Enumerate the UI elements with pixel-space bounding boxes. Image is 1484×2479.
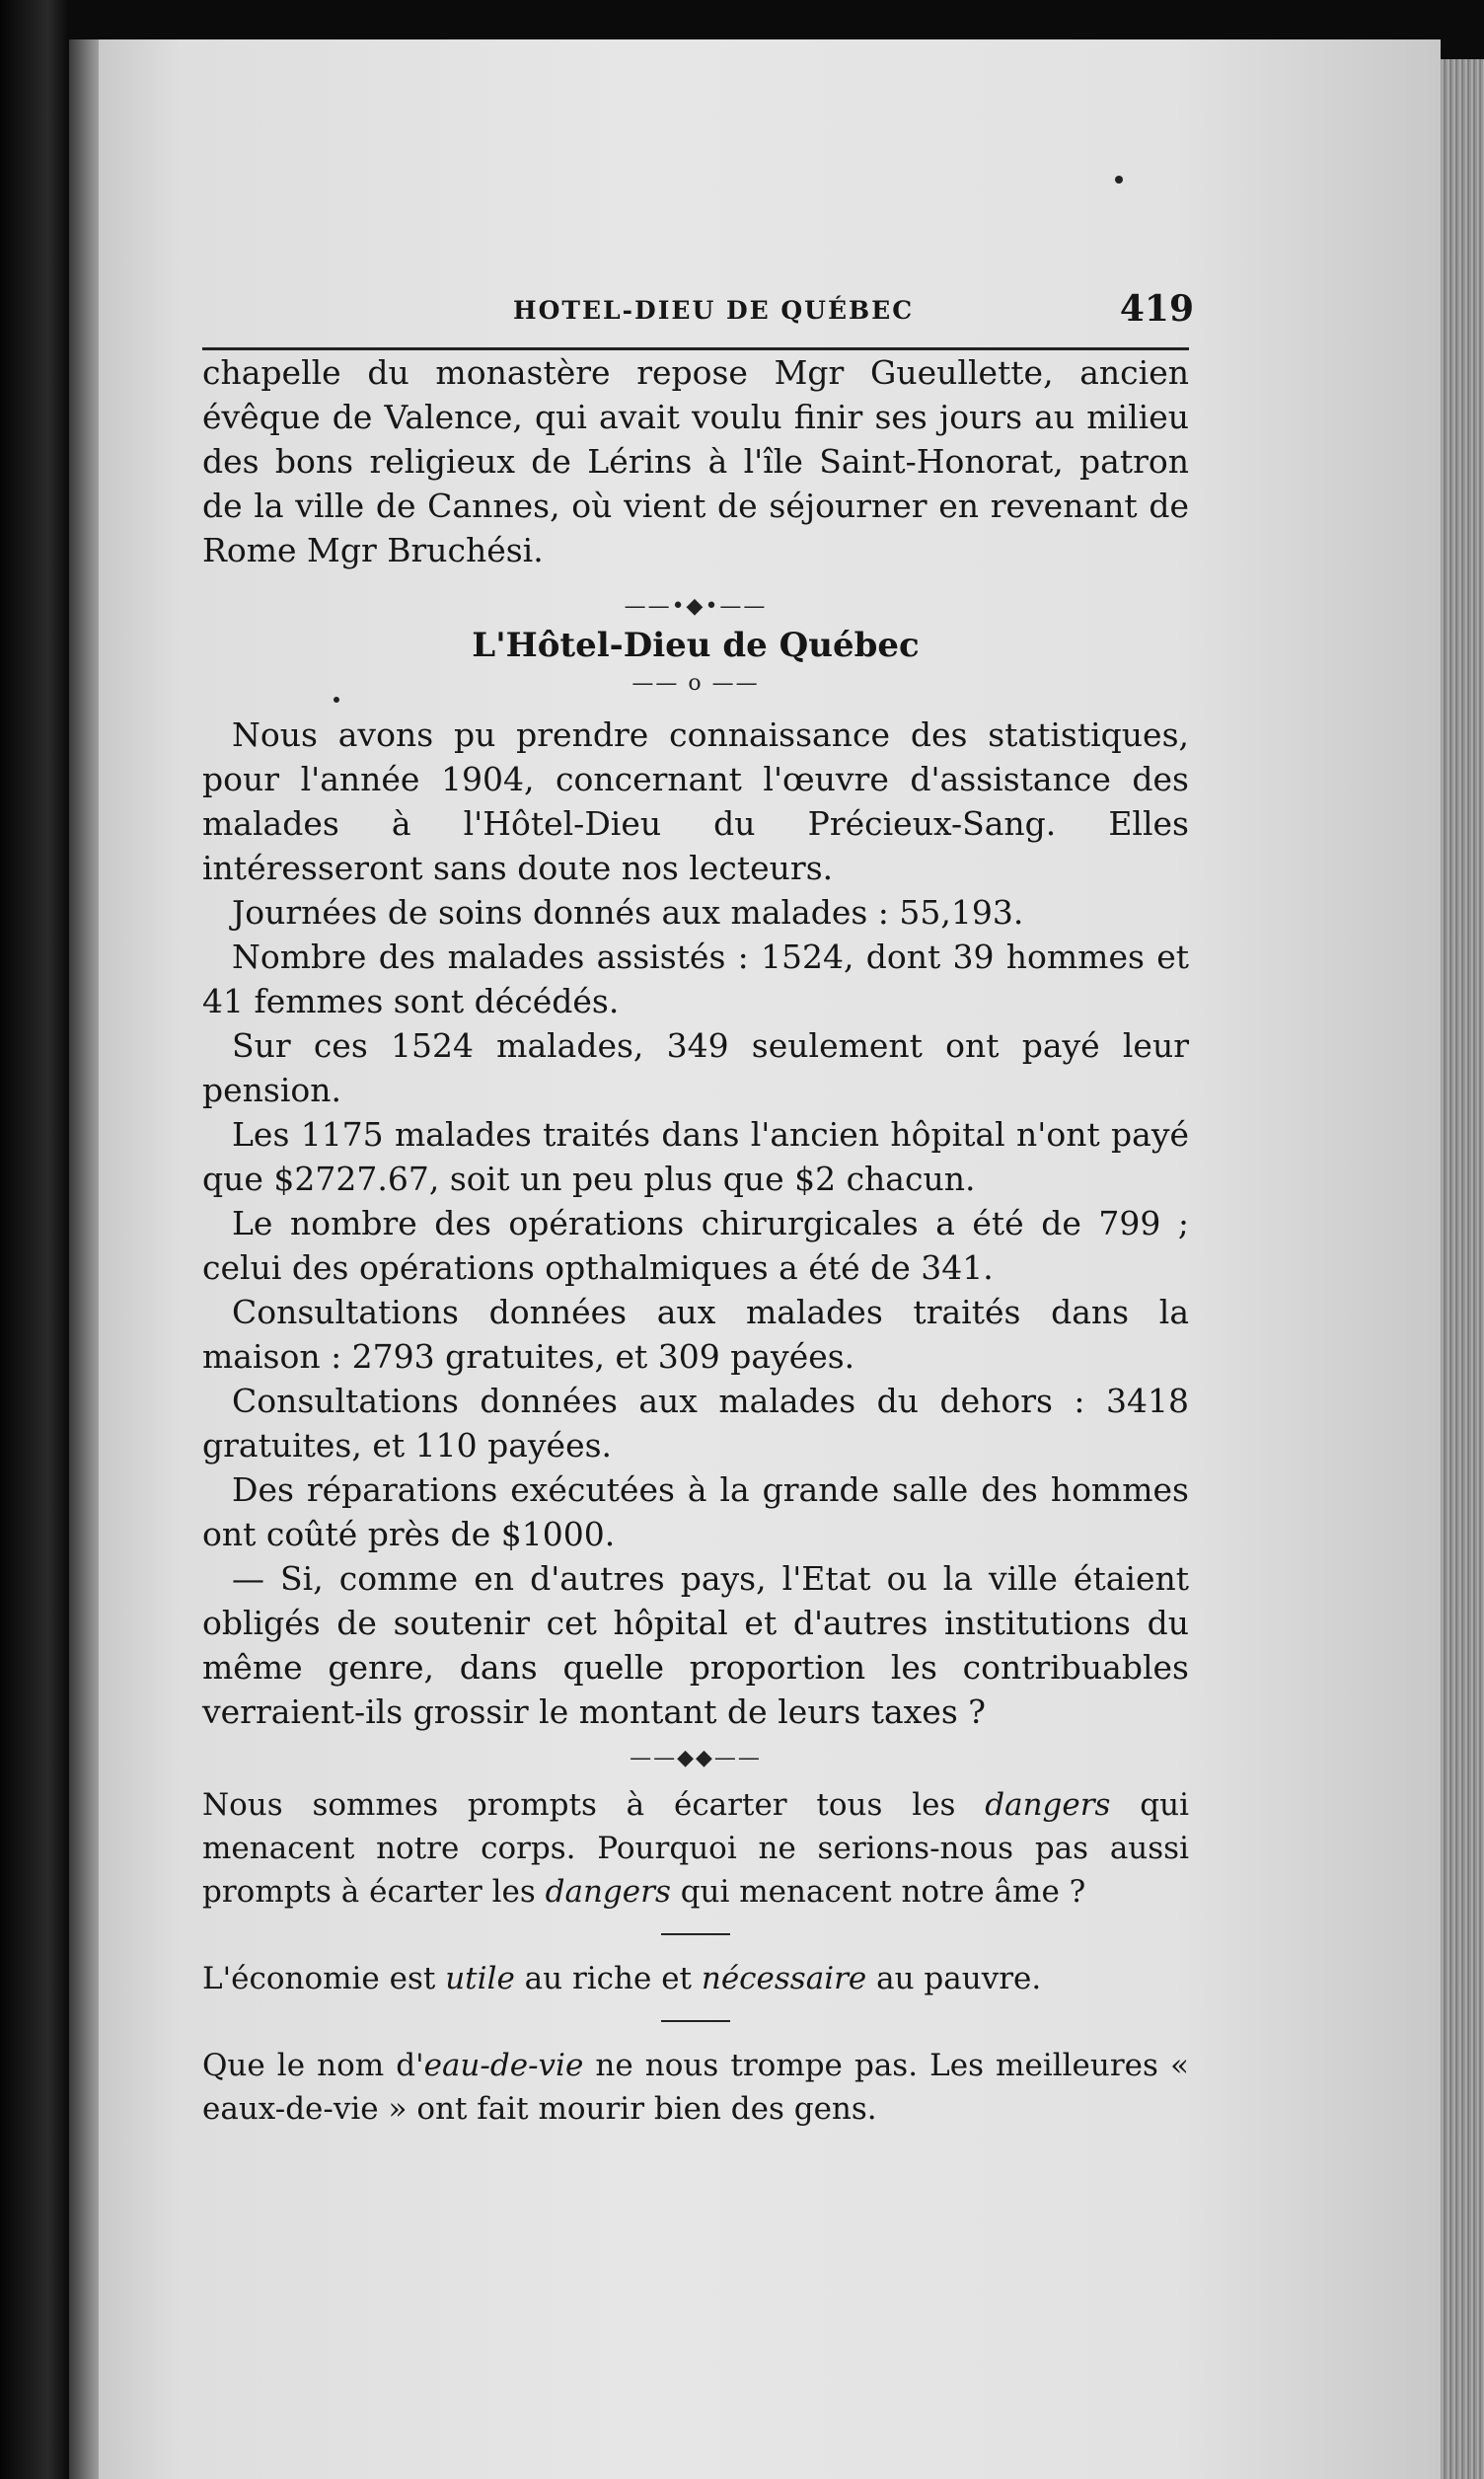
article-paragraph: Consultations données aux malades du dehors : 3418 gratuites, et 110 payées.	[202, 1382, 1189, 1465]
maxim-text: L'économie est	[202, 1961, 446, 1996]
article-paragraph: Le nombre des opérations chirurgicales a été de 799 ; celui des opérations opthalmiques a été de 341.	[202, 1204, 1189, 1287]
article-paragraph: Consultations données aux malades traités dans la maison : 2793 gratuites, et 309 payées.	[202, 1293, 1189, 1376]
opening-paragraph: chapelle du monastère repose Mgr Gueullette, ancien évêque de Valence, qui avait voulu finir ses jours au milieu des bons religieux de Lérins à l'île Saint-Honorat, patron de la ville de Cannes, où vient de séjourner en revenant de Rome Mgr Bruchési.	[202, 353, 1189, 569]
running-head: HOTEL-DIEU DE QUÉBEC	[513, 296, 915, 325]
maxim-emphasis: dangers	[985, 1787, 1111, 1823]
maxim-emphasis: eau-de-vie	[423, 2048, 584, 2083]
maxim-text: au pauvre.	[866, 1961, 1042, 1996]
maxim-text: qui menacent notre âme ?	[670, 1874, 1086, 1910]
short-rule	[661, 2020, 730, 2022]
article-paragraph: Sur ces 1524 malades, 349 seulement ont payé leur pension.	[202, 1026, 1189, 1109]
scan-speck	[334, 697, 339, 703]
maxim-text: Nous sommes prompts à écarter tous les	[202, 1787, 986, 1823]
page-header	[207, 288, 1194, 347]
article-paragraph: Les 1175 malades traités dans l'ancien hôpital n'ont payé que $2727.67, soit un peu plus que $2 chacun.	[202, 1115, 1189, 1198]
article-paragraph: Des réparations exécutées à la grande salle des hommes ont coûté près de $1000.	[202, 1470, 1189, 1553]
article-paragraph: Journées de soins donnés aux malades : 55,193.	[232, 893, 1024, 932]
maxim-text: ne nous trompe pas. Les meilleures « eaux-de-vie » ont fait mourir bien des gens.	[202, 2048, 1189, 2127]
article-title: L'Hôtel-Dieu de Québec	[472, 626, 920, 665]
maxim-text: au riche et	[514, 1961, 702, 1996]
page-body	[202, 350, 1189, 2131]
maxim-dangers	[202, 1783, 1189, 1914]
maxim-text: Que le nom d'	[202, 2048, 424, 2083]
maxim-emphasis: dangers	[545, 1874, 671, 1910]
scan-dark-border	[0, 0, 69, 2479]
article-paragraph: — Si, comme en d'autres pays, l'Etat ou la ville étaient obligés de soutenir cet hôpital et d'autres institutions du même genre, dans quelle proportion les contribuables verraient-ils grossir le montant de leurs taxes ?	[202, 1559, 1189, 1731]
maxim-eau-de-vie	[202, 2044, 1189, 2131]
maxim-text: qui menacent notre corps. Pourquoi ne serions-nous pas aussi prompts à écarter les	[202, 1787, 1190, 1910]
maxim-emphasis: utile	[445, 1961, 515, 1996]
short-rule	[661, 1933, 730, 1935]
maxim-emphasis: nécessaire	[701, 1961, 867, 1996]
ornament-divider-dark: ——◆◆——	[630, 1746, 762, 1770]
ornament-divider-small: —— o ——	[631, 671, 760, 696]
ornament-divider: ——•◆•——	[624, 594, 768, 619]
article-paragraph: Nous avons pu prendre connaissance des statistiques, pour l'année 1904, concernant l'œuvre d'assistance des malades à l'Hôtel-Dieu du Précieux-Sang. Elles intéresseront sans doute nos lecteurs.	[202, 715, 1189, 887]
page-stack-edge	[1441, 59, 1484, 2479]
page-number: 419	[1119, 288, 1194, 330]
maxim-economie	[202, 1957, 1189, 2000]
article-paragraph: Nombre des malades assistés : 1524, dont 39 hommes et 41 femmes sont décédés.	[202, 938, 1189, 1020]
scan-speck	[1115, 176, 1123, 184]
